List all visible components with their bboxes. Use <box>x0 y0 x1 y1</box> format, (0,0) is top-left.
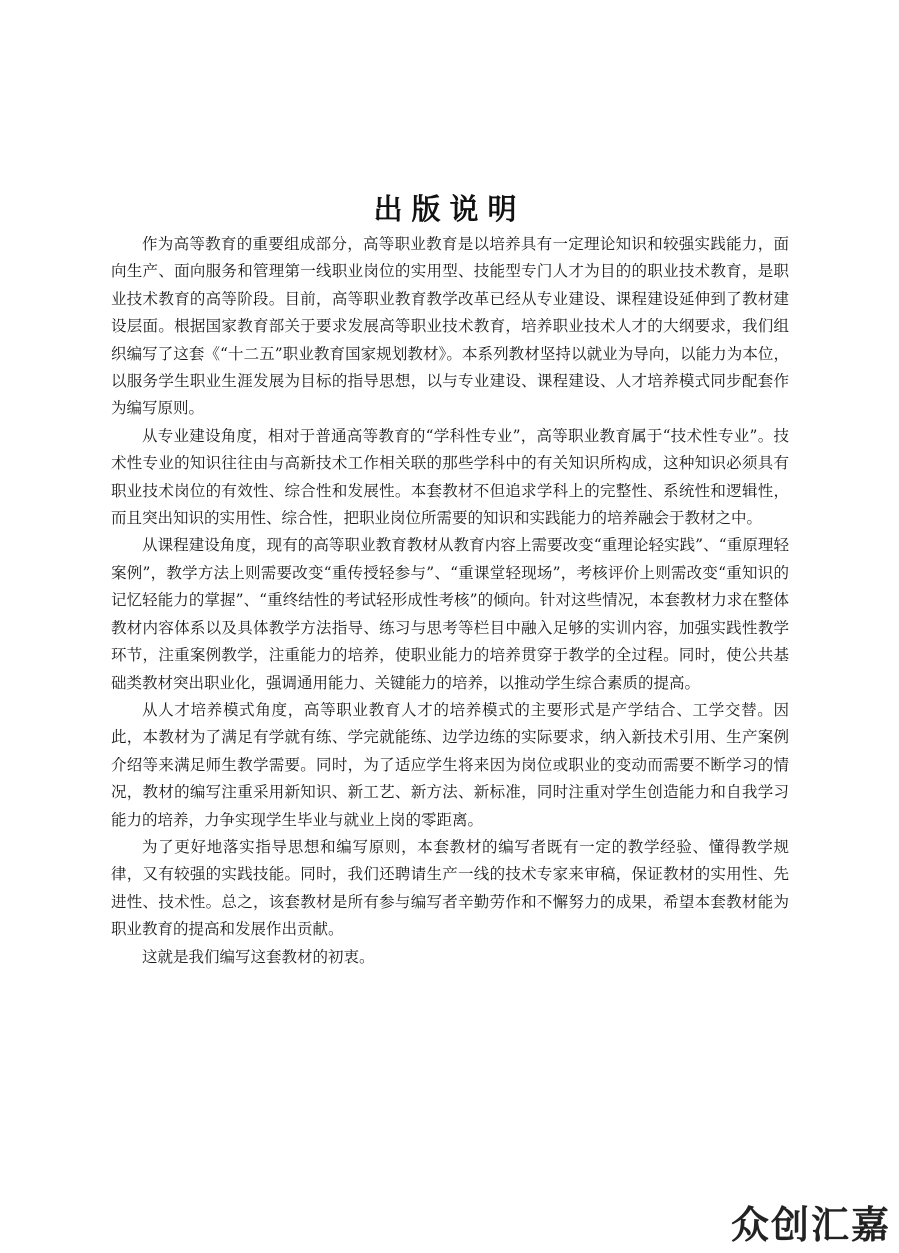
paragraph-6: 这就是我们编写这套教材的初衷。 <box>142 947 375 966</box>
paragraph-2: 从专业建设角度，相对于普通高等教育的“学科性专业”，高等职业教育属于“技术性专业”。技术性专业的知识往往由与高新技术工作相关联的那些学科中的有关知识所构成，这种知识必须具有职业技术岗位的有效性、综合性和发展性。本套教材不但追求学科上的完整性、系统性和逻辑性，而且突出知识的实用性、综合性，把职业岗位所需要的知识和实践能力的培养融会于教材之中。 <box>111 426 789 528</box>
page-title: 出版说明 <box>373 192 526 227</box>
paragraph-4: 从人才培养模式角度，高等职业教育人才的培养模式的主要形式是产学结合、工学交替。因此，本教材为了满足有学就有练、学完就能练、边学边练的实际要求，纳入新技术引用、生产案例介绍等来满足师生教学需要。同时，为了适应学生将来因为岗位或职业的变动而需要不断学习的情况，教材的编写注重采用新知识、新工艺、新方法、新标准，同时注重对学生创造能力和自我学习能力的培养，力争实现学生毕业与就业上岗的零距离。 <box>111 700 789 829</box>
paragraph-3: 从课程建设角度，现有的高等职业教育教材从教育内容上需要改变“重理论轻实践”、“重原理轻案例”，教学方法上则需要改变“重传授轻参与”、“重课堂轻现场”，考核评价上则需改变“重知识的记忆轻能力的掌握”、“重终结性的考试轻形成性考核”的倾向。针对这些情况，本套教材力求在整体教材内容体系以及具体教学方法指导、练习与思考等栏目中融入足够的实训内容，加强实践性教学环节，注重案例教学，注重能力的培养，使职业能力的培养贯穿于教学的全过程。同时，使公共基础类教材突出职业化，强调通用能力、关键能力的培养，以推动学生综合素质的提高。 <box>111 536 789 692</box>
paragraph-1: 作为高等教育的重要组成部分，高等职业教育是以培养具有一定理论知识和较强实践能力，面向生产、面向服务和管理第一线职业岗位的实用型、技能型专门人才为目的的职业技术教育，是职业技术教育的高等阶段。目前，高等职业教育教学改革已经从专业建设、课程建设延伸到了教材建设层面。根据国家教育部关于要求发展高等职业技术教育，培养职业技术人才的大纲要求，我们组织编写了这套《“十二五”职业教育国家规划教材》。本系列教材坚持以就业为导向，以能力为本位，以服务学生职业生涯发展为目标的指导思想，以与专业建设、课程建设、人才培养模式同步配套作为编写原则。 <box>111 235 789 418</box>
watermark-logo: 众创汇嘉 <box>730 1203 891 1247</box>
paragraph-5: 为了更好地落实指导思想和编写原则，本套教材的编写者既有一定的教学经验、懂得教学规律，又有较强的实践技能。同时，我们还聘请生产一线的技术专家来审稿，保证教材的实用性、先进性、技术性。总之，该套教材是所有参与编写者辛勤劳作和不懈努力的成果，希望本套教材能为职业教育的提高和发展作出贡献。 <box>111 837 789 939</box>
body-text <box>111 231 789 971</box>
